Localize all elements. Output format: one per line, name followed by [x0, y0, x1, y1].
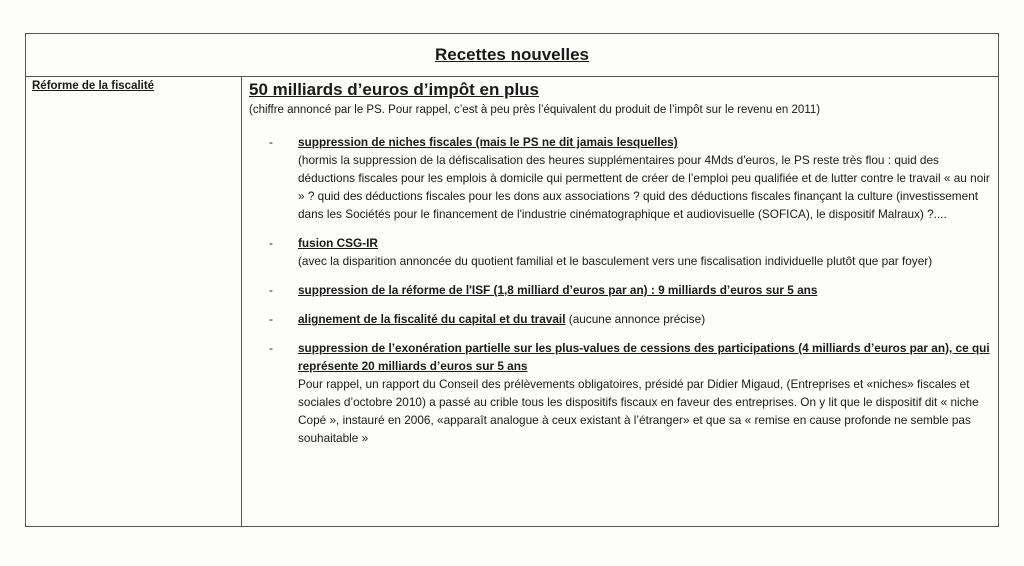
- item-list: [249, 133, 990, 447]
- table-title: Recettes nouvelles: [434, 45, 589, 64]
- item-text: Pour rappel, un rapport du Conseil des prélèvements obligatoires, présidé par Didier Migaud, (Entreprises et «niches» fiscales et sociales d’octobre 2010) a passé au crible tous les dispositifs fiscaux en faveur des entreprises. On y lit que le dispositif dit « niche Copé », instauré en 2006, «apparaît analogue à ceux existant à l’étranger» et que sa « remise en cause profonde ne semble pas souhaitable »: [298, 377, 979, 445]
- item-title: alignement de la fiscalité du capital et du travail: [298, 312, 566, 326]
- bullet-dash: -: [269, 135, 273, 149]
- list-item: [269, 310, 990, 328]
- subtitle: (chiffre annoncé par le PS. Pour rappel, c’est à peu près l’équivalent du produit de l’impôt sur le revenu en 2011): [249, 104, 821, 116]
- item-suffix: (aucune annonce précise): [565, 312, 706, 326]
- item-title: suppression de niches fiscales (mais le PS ne dit jamais lesquelles): [298, 135, 678, 149]
- list-item: [269, 133, 990, 223]
- item-title: suppression de l’exonération partielle sur les plus-values de cessions des participations (4 milliards d’euros par an), ce qui représente 20 milliards d’euros sur 5 ans: [298, 341, 990, 373]
- row-label: Réforme de la fiscalité: [32, 80, 155, 92]
- column-divider: [241, 77, 242, 527]
- row-content: [249, 79, 990, 447]
- item-title: suppression de la réforme de l'ISF (1,8 milliard d’euros par an) : 9 milliards d’euros sur 5 ans: [298, 283, 818, 297]
- headline: 50 milliards d’euros d’impôt en plus: [249, 80, 540, 99]
- document-table: [25, 33, 999, 527]
- table-title-row: [26, 34, 998, 77]
- bullet-dash: -: [269, 283, 273, 297]
- bullet-dash: -: [269, 312, 273, 326]
- list-item: [269, 281, 990, 299]
- list-item: [269, 339, 990, 447]
- item-text: (hormis la suppression de la défiscalisation des heures supplémentaires pour 4Mds d'euros, le PS reste très flou : quid des déductions fiscales pour les emplois à domicile qui permettent de créer de l’emploi peu qualifiée et de lutter contre le travail « au noir » ? quid des déductions fiscales pour les dons aux associations ? quid des déductions fiscales finançant la culture (investissement dans les Sociétés pour le financement de l'industrie cinématographique et audiovisuelle (SOFICA), le dispositif Malraux) ?....: [298, 153, 990, 221]
- list-item: [269, 234, 990, 270]
- item-text: (avec la disparition annoncée du quotient familial et le basculement vers une fiscalisation individuelle plutôt que par foyer): [298, 254, 933, 268]
- item-title: fusion CSG-IR: [298, 236, 378, 250]
- table-body-row: [26, 77, 998, 527]
- bullet-dash: -: [269, 341, 273, 355]
- bullet-dash: -: [269, 236, 273, 250]
